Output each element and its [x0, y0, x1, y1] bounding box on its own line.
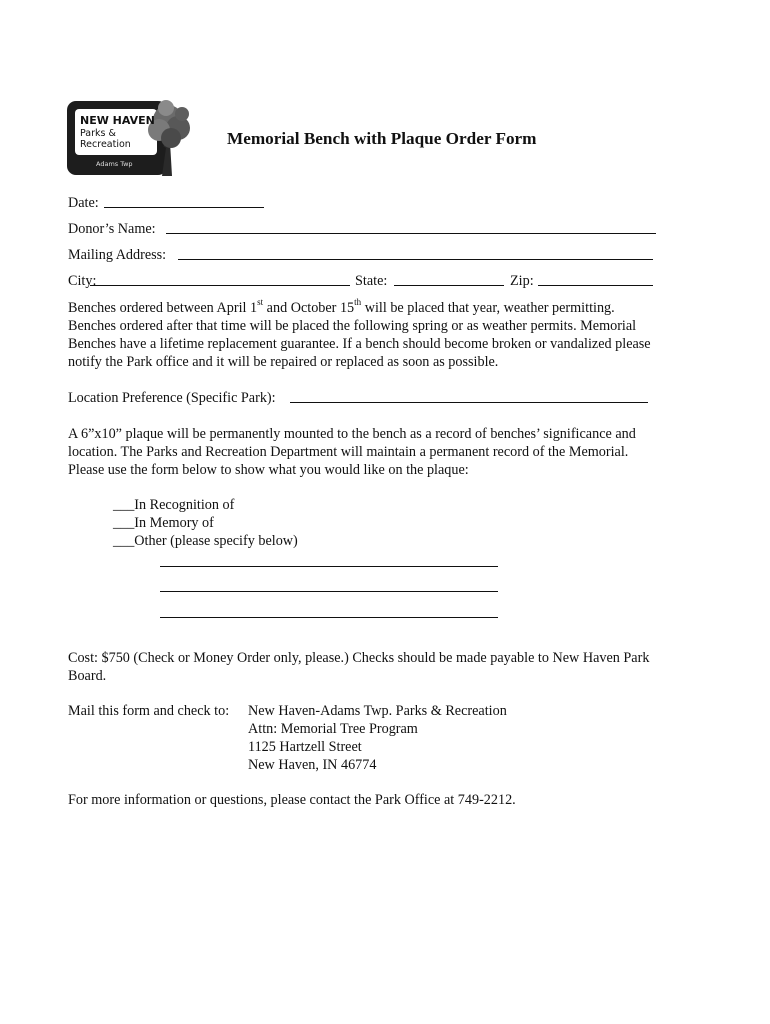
state-label: State: — [355, 273, 388, 289]
logo-name: NEW HAVEN — [80, 114, 155, 127]
para1-sup-th: th — [354, 297, 362, 307]
para1-line1 — [68, 297, 615, 318]
logo-recreation: Recreation — [80, 139, 131, 150]
location-blank[interactable] — [290, 402, 648, 403]
parks-logo — [66, 98, 194, 178]
logo-township: Adams Twp — [96, 160, 133, 168]
location-label: Location Preference (Specific Park): — [68, 390, 276, 406]
page-title: Memorial Bench with Plaque Order Form — [227, 129, 537, 148]
mail-address-line4: New Haven, IN 46774 — [248, 757, 377, 773]
mail-label: Mail this form and check to: — [68, 703, 230, 719]
para1-text-b: and October 15 — [263, 300, 355, 316]
option-other[interactable]: ___Other (please specify below) — [113, 533, 298, 549]
donor-label: Donor’s Name: — [68, 221, 156, 237]
address-label: Mailing Address: — [68, 247, 167, 263]
other-blank-2[interactable] — [160, 591, 498, 592]
option-recognition[interactable]: ___In Recognition of — [113, 497, 235, 513]
zip-label: Zip: — [510, 273, 534, 289]
contact-info: For more information or questions, please contact the Park Office at 749-2212. — [68, 792, 516, 808]
para1-line4: notify the Park office and it will be repaired or replaced as soon as possible. — [68, 354, 499, 370]
cost-line2: Board. — [68, 668, 107, 684]
para1-line2: Benches ordered after that time will be placed the following spring or as weather permits. Memorial — [68, 318, 637, 334]
para1-line3: Benches have a lifetime replacement guarantee. If a bench should become broken or vandalized please — [68, 336, 651, 352]
city-blank[interactable] — [90, 285, 350, 286]
date-blank[interactable] — [104, 207, 264, 208]
para1-sup-st: st — [257, 297, 264, 307]
mail-address-line3: 1125 Hartzell Street — [248, 739, 362, 755]
state-blank[interactable] — [394, 285, 504, 286]
mail-address-line1: New Haven-Adams Twp. Parks & Recreation — [248, 703, 507, 719]
mail-address-line2: Attn: Memorial Tree Program — [248, 721, 418, 737]
donor-row — [68, 221, 156, 239]
donor-blank[interactable] — [166, 233, 656, 234]
option-memory[interactable]: ___In Memory of — [113, 515, 214, 531]
zip-blank[interactable] — [538, 285, 653, 286]
other-blank-3[interactable] — [160, 617, 498, 618]
para2-line3: Please use the form below to show what you would like on the plaque: — [68, 462, 469, 478]
cost-line1: Cost: $750 (Check or Money Order only, please.) Checks should be made payable to New Haven Park — [68, 650, 650, 666]
address-blank[interactable] — [178, 259, 653, 260]
other-blank-1[interactable] — [160, 566, 498, 567]
para1-text-c: will be placed that year, weather permitting. — [361, 300, 615, 316]
date-label: Date: — [68, 195, 99, 211]
para2-line1: A 6”x10” plaque will be permanently mounted to the bench as a record of benches’ significance and — [68, 426, 636, 442]
para2-line2: location. The Parks and Recreation Department will maintain a permanent record of the Memorial. — [68, 444, 629, 460]
para1-text-a: Benches ordered between April 1 — [68, 300, 258, 316]
address-row — [68, 247, 166, 265]
city-label: City: — [68, 273, 97, 289]
date-row — [68, 195, 99, 213]
logo-parks: Parks & — [80, 128, 116, 139]
